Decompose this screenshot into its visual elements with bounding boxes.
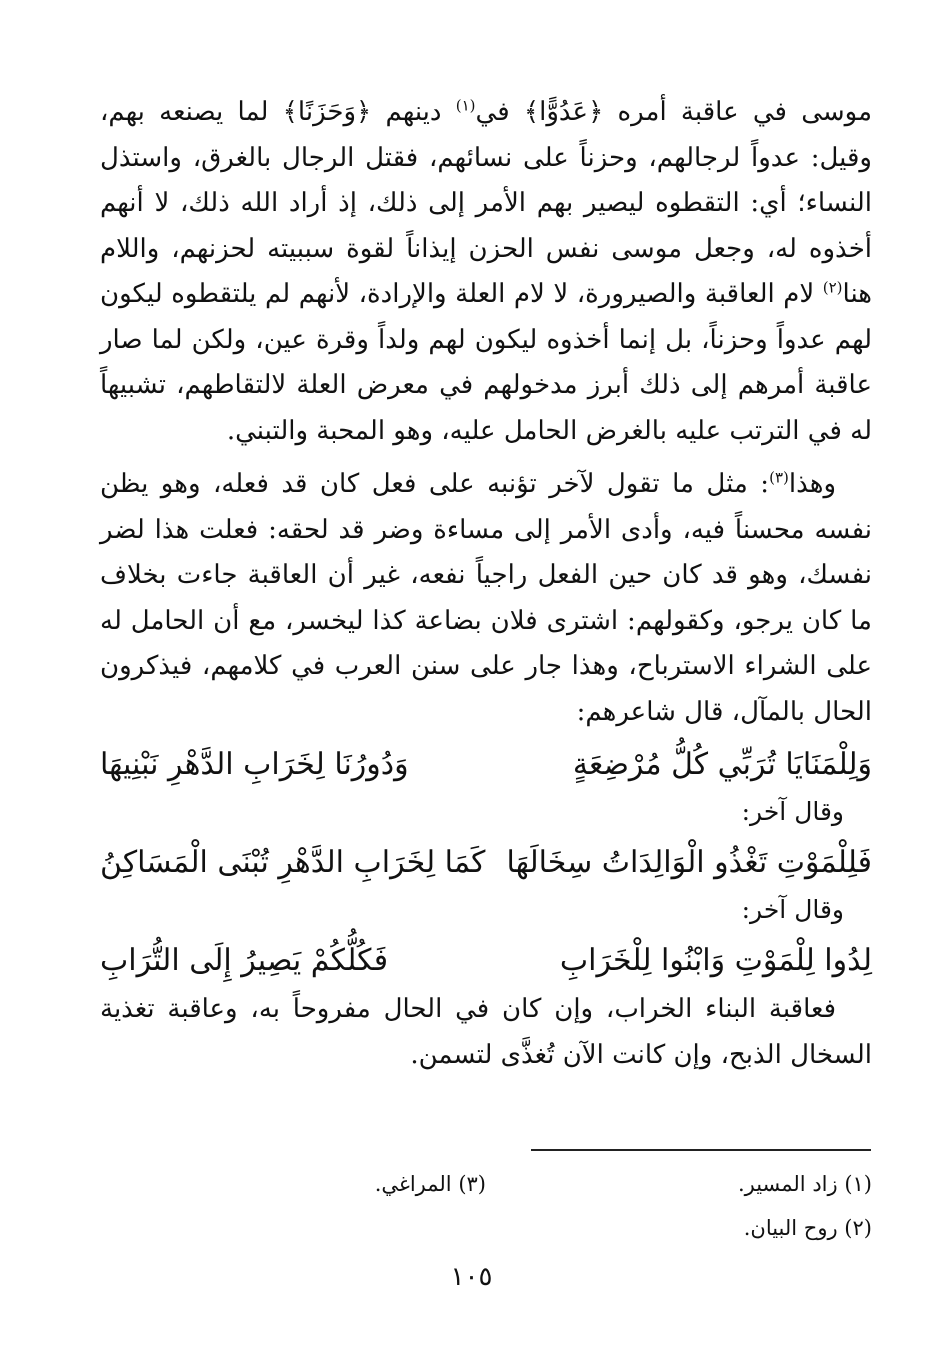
verse-2-first-hemistich: فَلِلْمَوْتِ تَغْذُو الْوَالِدَاتُ سِخَالَهَا xyxy=(506,845,872,880)
paragraph-1-part-a: موسى في عاقبة أمره ﴿عَدُوًّا﴾ في xyxy=(475,97,873,127)
verse-intro-3: وقال آخر: xyxy=(741,895,844,924)
verse-2-second-hemistich: كَمَا لِخَرَابِ الدَّهْرِ تُبْنَى الْمَسَاكِنُ xyxy=(100,845,486,880)
footnote-marker-2: (٢) xyxy=(822,278,843,297)
footnote-1: (١) زاد المسير. xyxy=(737,1172,872,1196)
verse-3 xyxy=(100,935,872,987)
page-number: ١٠٥ xyxy=(450,1262,493,1292)
page-body xyxy=(100,90,872,1078)
verse-intro-2: وقال آخر: xyxy=(741,797,844,826)
paragraph-2-part-b: : مثل ما تقول لآخر تؤنبه على فعل كان قد فعله، وهو يظن نفسه محسناً فيه، وأدى الأمر إلى مساءة وضر قد لحقه: فعلت هذا لضر نفسك، وهو قد كان حين الفعل راجياً نفعه، غير أن العاقبة جاءت بخلاف ما كان يرجو، وكقولهم: اشترى فلان بضاعة كذا ليخسر، مع أن الحامل له على الشراء الاسترباح، وهذا جار على سنن العرب في كلامهم، فيذكرون الحال بالمآل، قال شاعرهم: xyxy=(100,469,872,727)
footnote-row-1 xyxy=(100,1162,872,1206)
footnotes xyxy=(100,1162,872,1250)
footnote-3: (٣) المراغي. xyxy=(374,1172,486,1196)
footnote-2: (٢) روح البيان. xyxy=(743,1216,872,1240)
verse-1 xyxy=(100,739,872,791)
paragraph-1-part-b: دينهم ﴿وَحَزَنًا﴾ لما يصنعه بهم، وقيل: عدواً لرجالهم، وحزناً على نسائهم، فقتل الرجال بالغرق، واستذل النساء؛ أي: التقطوه ليصير بهم الأمر إلى ذلك، إذ أراد الله ذلك، لا أنهم أخذوه له، وجعل موسى نفس الحزن إيذاناً لقوة سببيته لحزنهم، واللام هنا xyxy=(100,97,872,309)
paragraph-3: فعاقبة البناء الخراب، وإن كان في الحال مفروحاً به، وعاقبة تغذية السخال الذبح، وإن كانت الآن تُغذَّى لتسمن. xyxy=(100,994,872,1070)
verse-3-first-hemistich: لِدُوا لِلْمَوْتِ وَابْنُوا لِلْخَرَابِ xyxy=(559,943,872,978)
verse-2 xyxy=(100,837,872,889)
verse-3-second-hemistich: فَكُلُّكُمْ يَصِيرُ إِلَى التُّرَابِ xyxy=(100,943,389,978)
footnote-marker-1: (١) xyxy=(455,96,476,115)
paragraph-2-part-a: وهذا xyxy=(788,469,836,499)
footnote-marker-3: (٣) xyxy=(769,468,789,487)
footnote-row-2 xyxy=(100,1206,872,1250)
paragraph-2 xyxy=(100,462,872,735)
paragraph-1 xyxy=(100,90,872,454)
verse-1-first-hemistich: وَلِلْمَنَايَا تُرَبِّي كُلُّ مُرْضِعَةٍ xyxy=(572,747,872,782)
paragraph-1-part-c: لام العاقبة والصيرورة، لا لام العلة والإرادة، لأنهم لم يلتقطوه ليكون لهم عدواً وحزناً، بل إنما أخذوه ليكون لهم ولداً وقرة عين، ولكن لما صار عاقبة أمرهم إلى ذلك أبرز مدخولهم في معرض العلة لالتقاطهم، تشبيهاً له في الترتب عليه بالغرض الحامل عليه، وهو المحبة والتبني. xyxy=(100,279,872,446)
verse-1-second-hemistich: وَدُورُنَا لِخَرَابِ الدَّهْرِ نَبْنِيهَا xyxy=(100,747,409,782)
footnote-divider xyxy=(531,1149,871,1151)
